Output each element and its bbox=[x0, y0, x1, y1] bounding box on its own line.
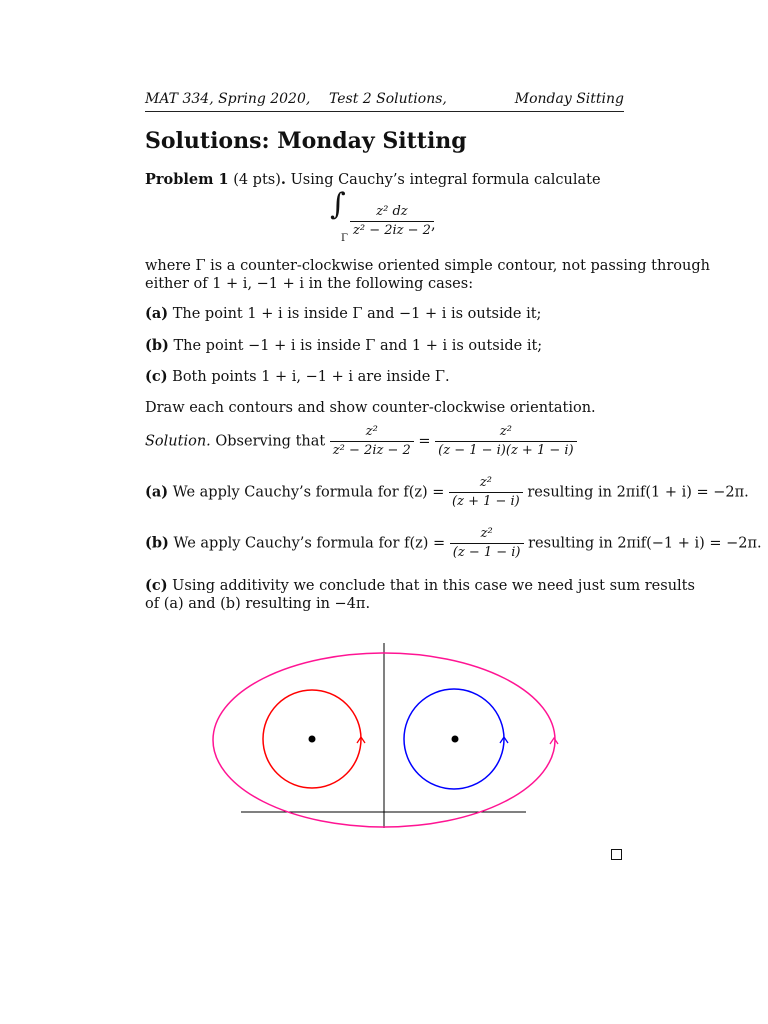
integrand-denominator: z² − 2iz − 2 bbox=[353, 223, 431, 238]
point-minus-one-plus-i bbox=[309, 736, 316, 743]
integral-subscript: Γ bbox=[341, 233, 348, 244]
case-b-text: The point −1 + i is inside Γ and 1 + i is outside it; bbox=[173, 338, 543, 354]
integral-sign: ∫ bbox=[330, 187, 346, 222]
solution-equals: = bbox=[418, 433, 431, 450]
description-line-1: where Γ is a counter-clockwise oriented simple contour, not passing through bbox=[145, 258, 710, 274]
solution-b bbox=[145, 525, 762, 562]
solution-label: Solution. bbox=[145, 433, 211, 450]
solution-a-result: resulting in 2πif(1 + i) = −2π. bbox=[527, 484, 749, 501]
problem-prompt: Using Cauchy’s integral formula calculate bbox=[290, 172, 601, 188]
solution-left-numerator: z² bbox=[330, 423, 414, 442]
solution-a bbox=[145, 474, 749, 511]
case-c-label: (c) bbox=[145, 368, 168, 385]
solution-right-numerator: z² bbox=[435, 423, 576, 442]
page-header bbox=[145, 89, 624, 112]
problem-dot: . bbox=[280, 171, 286, 188]
description-line-2: either of 1 + i, −1 + i in the following cases: bbox=[145, 276, 474, 292]
solution-b-label: (b) bbox=[145, 534, 169, 552]
case-c bbox=[145, 368, 450, 386]
solution-observing: Observing that bbox=[215, 433, 326, 450]
solution-b-numerator: z² bbox=[450, 525, 524, 544]
problem-points: (4 pts) bbox=[233, 172, 281, 188]
case-b bbox=[145, 337, 542, 355]
header-test: Test 2 Solutions, bbox=[329, 91, 447, 107]
solution-c-label: (c) bbox=[145, 577, 168, 594]
contour-diagram bbox=[200, 635, 570, 835]
case-c-text: Both points 1 + i, −1 + i are inside Γ. bbox=[172, 369, 450, 385]
solution-b-text: We apply Cauchy’s formula for f(z) = bbox=[173, 535, 446, 552]
qed-box-icon bbox=[611, 849, 622, 860]
solution-a-text: We apply Cauchy’s formula for f(z) = bbox=[172, 484, 445, 501]
draw-note: Draw each contours and show counter-clockwise orientation. bbox=[145, 400, 596, 416]
solution-intro bbox=[145, 423, 577, 460]
solution-left-fraction bbox=[330, 423, 414, 460]
problem-label: Problem 1 bbox=[145, 171, 229, 188]
solution-c-line-1: Using additivity we conclude that in this case we need just sum results bbox=[172, 578, 695, 594]
case-b-label: (b) bbox=[145, 337, 169, 354]
case-a-label: (a) bbox=[145, 305, 169, 322]
solution-b-result: resulting in 2πif(−1 + i) = −2π. bbox=[528, 535, 762, 552]
solution-b-denominator: (z − 1 − i) bbox=[452, 545, 521, 560]
header-course: MAT 334, Spring 2020, bbox=[145, 91, 311, 107]
problem-statement bbox=[145, 171, 601, 189]
integral-comma: , bbox=[431, 217, 436, 233]
integrand-numerator: z² dz bbox=[350, 203, 434, 222]
solution-a-label: (a) bbox=[145, 483, 169, 501]
solution-a-fraction bbox=[449, 474, 523, 511]
problem-description bbox=[145, 257, 710, 293]
header-sitting: Monday Sitting bbox=[514, 91, 624, 107]
solution-right-fraction bbox=[435, 423, 576, 460]
case-a-text: The point 1 + i is inside Γ and −1 + i is outside it; bbox=[172, 306, 542, 322]
integral-display bbox=[330, 187, 450, 244]
page-title: Solutions: Monday Sitting bbox=[145, 128, 467, 154]
solution-left-denominator: z² − 2iz − 2 bbox=[332, 443, 411, 458]
integrand-fraction bbox=[350, 203, 434, 240]
solution-b-fraction bbox=[450, 525, 524, 562]
case-a bbox=[145, 305, 541, 323]
solution-c bbox=[145, 577, 695, 613]
solution-right-denominator: (z − 1 − i)(z + 1 − i) bbox=[438, 443, 574, 458]
solution-c-line-2: of (a) and (b) resulting in −4π. bbox=[145, 596, 371, 612]
solution-a-numerator: z² bbox=[449, 474, 523, 493]
contour-both-arrow-icon bbox=[550, 738, 558, 744]
point-one-plus-i bbox=[452, 736, 459, 743]
solution-a-denominator: (z + 1 − i) bbox=[452, 494, 520, 509]
